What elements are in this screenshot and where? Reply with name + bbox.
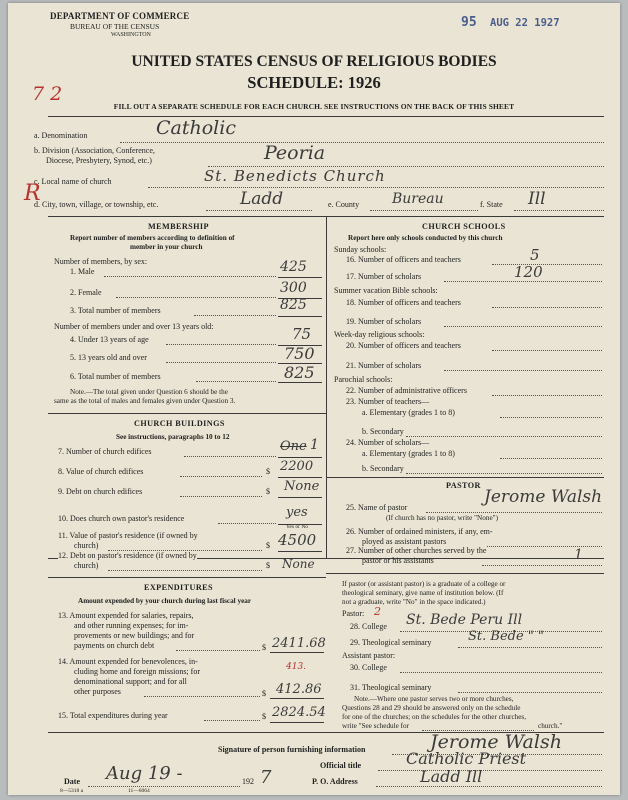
date-label: Date bbox=[64, 777, 80, 786]
q23b-line bbox=[406, 436, 602, 437]
po-address-label: P. O. Address bbox=[312, 777, 358, 786]
q12-line bbox=[108, 570, 262, 571]
q21-label: 21. Number of scholars bbox=[346, 361, 422, 370]
q24-label: 24. Number of scholars— bbox=[346, 438, 430, 447]
q14-value: 412.86 bbox=[276, 682, 322, 697]
q14-note: 413. bbox=[286, 662, 307, 672]
q12-value: None bbox=[282, 557, 315, 571]
q14-label-1: 14. Amount expended for benevolences, in- bbox=[58, 657, 198, 666]
q14-dollar: $ bbox=[262, 689, 266, 698]
schools-heading: CHURCH SCHOOLS bbox=[422, 222, 506, 231]
q5-label: 5. 13 years old and over bbox=[70, 353, 147, 362]
yes-no-hint: Yes or No bbox=[286, 524, 309, 530]
pastor-mark: 2 bbox=[374, 605, 381, 618]
membership-note-2: same as the total of males and females given under Question 3. bbox=[54, 397, 236, 405]
instruction-banner: FILL OUT A SEPARATE SCHEDULE FOR EACH CHURCH. SEE INSTRUCTIONS ON THE BACK OF THIS SHEET bbox=[113, 102, 515, 111]
q16-line bbox=[492, 264, 602, 265]
membership-note-1: Note.—The total given under Question 6 should be the bbox=[70, 388, 228, 396]
q27-value: 1 bbox=[574, 547, 583, 563]
q28-value: St. Bede Peru Ill bbox=[406, 612, 523, 628]
signature-label: Signature of person furnishing information bbox=[218, 745, 366, 754]
q24a-line bbox=[500, 458, 602, 459]
form-code: 8—5318 a bbox=[60, 788, 84, 794]
q29-label: 29. Theological seminary bbox=[350, 638, 432, 647]
q13-box bbox=[270, 652, 324, 653]
q2-value: 300 bbox=[280, 280, 307, 296]
q6-line bbox=[196, 381, 276, 382]
margin-r-mark: R bbox=[24, 181, 41, 206]
q17-value: 120 bbox=[514, 263, 543, 281]
q23a-line bbox=[500, 417, 602, 418]
po-address-value: Ladd Ill bbox=[420, 767, 483, 786]
q23b-label: b. Secondary bbox=[362, 427, 404, 436]
summer-schools-label: Summer vacation Bible schools: bbox=[334, 286, 438, 295]
q23a-label: a. Elementary (grades 1 to 8) bbox=[362, 408, 455, 417]
q2-label: 2. Female bbox=[70, 288, 102, 297]
city-value: Ladd bbox=[240, 189, 284, 209]
q20-line bbox=[492, 350, 602, 351]
schools-sub: Report here only schools conducted by this church bbox=[348, 234, 503, 242]
q11-dollar: $ bbox=[266, 541, 270, 550]
q24a-label: a. Elementary (grades 1 to 8) bbox=[362, 449, 455, 458]
q11-value: 4500 bbox=[278, 531, 317, 549]
graduate-rule bbox=[326, 573, 604, 574]
q25-value: Jerome Walsh bbox=[484, 487, 603, 507]
pastor-heading: PASTOR bbox=[446, 481, 481, 490]
q29-line bbox=[458, 647, 602, 648]
po-address-line bbox=[376, 786, 602, 787]
q29-value: St. Bede " " bbox=[468, 629, 544, 644]
q11-label-1: 11. Value of pastor's residence (if owned by bbox=[58, 531, 198, 540]
q24b-label: b. Secondary bbox=[362, 464, 404, 473]
year-value: 7 bbox=[260, 767, 272, 788]
q2-line bbox=[116, 297, 276, 298]
city-line bbox=[206, 210, 312, 211]
q7-line bbox=[184, 456, 276, 457]
q7-struck-value: One bbox=[280, 439, 307, 454]
q6-value: 825 bbox=[284, 363, 315, 382]
form-code-2: 11—6064 bbox=[128, 788, 150, 794]
washington-label: WASHINGTON bbox=[111, 32, 151, 38]
q30-line bbox=[400, 672, 602, 673]
q26-line bbox=[484, 546, 602, 547]
q1-value: 425 bbox=[280, 259, 307, 275]
membership-sub-2: member in your church bbox=[130, 243, 203, 251]
state-line bbox=[514, 210, 604, 211]
q10-label: 10. Does church own pastor's residence bbox=[58, 514, 185, 523]
q30-label: 30. College bbox=[350, 663, 387, 672]
q13-value: 2411.68 bbox=[272, 636, 326, 651]
church-name-label: c. Local name of church bbox=[34, 177, 112, 186]
q13-line bbox=[176, 650, 260, 651]
schedule-title: SCHEDULE: 1926 bbox=[247, 73, 381, 92]
q4-line bbox=[166, 344, 276, 345]
pastor-note-4a: write "See schedule for bbox=[342, 722, 409, 730]
membership-sub-1: Report number of members according to definition of bbox=[70, 234, 235, 242]
q15-dollar: $ bbox=[262, 712, 266, 721]
county-line bbox=[370, 210, 478, 211]
q27-line bbox=[482, 565, 602, 566]
q25-label: 25. Name of pastor bbox=[346, 503, 408, 512]
buildings-sub: See instructions, paragraphs 10 to 12 bbox=[116, 433, 230, 441]
q18-label: 18. Number of officers and teachers bbox=[346, 298, 461, 307]
denomination-line bbox=[120, 142, 604, 143]
q17-label: 17. Number of scholars bbox=[346, 272, 422, 281]
expenditures-sub: Amount expended by your church during last fiscal year bbox=[78, 597, 252, 605]
pastor-rule bbox=[326, 477, 604, 478]
date-value: Aug 19 - bbox=[106, 763, 183, 784]
q19-line bbox=[444, 326, 602, 327]
q12-label-2: church) bbox=[74, 561, 99, 570]
q5-line bbox=[166, 362, 276, 363]
pastor-note-4b: church." bbox=[538, 722, 563, 730]
q21-line bbox=[444, 370, 602, 371]
q9-value: None bbox=[284, 479, 320, 494]
q26-label-2: ployed as assistant pastors bbox=[362, 537, 447, 546]
city-label: d. City, town, village, or township, etc. bbox=[34, 200, 159, 209]
form-title: UNITED STATES CENSUS OF RELIGIOUS BODIES bbox=[131, 53, 497, 70]
expenditures-heading: EXPENDITURES bbox=[144, 583, 213, 592]
county-label: e. County bbox=[328, 200, 360, 209]
state-label: f. State bbox=[480, 200, 503, 209]
q14-box bbox=[270, 698, 324, 699]
q10-line bbox=[218, 523, 276, 524]
q25-line bbox=[426, 512, 602, 513]
q27-label-1: 27. Number of other churches served by the bbox=[346, 546, 487, 555]
pastor-note-2: Questions 28 and 29 should be answered only on the schedule bbox=[342, 704, 521, 712]
header-rule bbox=[48, 116, 604, 117]
q9-label: 9. Debt on church edifices bbox=[58, 487, 143, 496]
members-by-sex-label: Number of members, by sex: bbox=[54, 257, 148, 266]
q15-box bbox=[270, 722, 324, 723]
q15-line bbox=[204, 720, 260, 721]
graduate-instr-2: theological seminary, give name of institution below. (If bbox=[342, 589, 504, 597]
q16-label: 16. Number of officers and teachers bbox=[346, 255, 461, 264]
q25-hint: (If church has no pastor, write "None") bbox=[386, 514, 498, 522]
division-value: Peoria bbox=[264, 142, 326, 164]
signature-value: Jerome Walsh bbox=[430, 731, 562, 753]
division-label-1: b. Division (Association, Conference, bbox=[34, 146, 155, 155]
q23-label: 23. Number of teachers— bbox=[346, 397, 430, 406]
parochial-schools-label: Parochial schools: bbox=[334, 375, 393, 384]
q19-label: 19. Number of scholars bbox=[346, 317, 422, 326]
q27-label-2: pastor or his assistants bbox=[362, 556, 434, 565]
q28-label: 28. College bbox=[350, 622, 387, 631]
q1-label: 1. Male bbox=[70, 267, 95, 276]
q4-value: 75 bbox=[292, 325, 312, 343]
graduate-instr-3: not a graduate, write "No" in the space indicated.) bbox=[342, 598, 486, 606]
church-name-line bbox=[148, 187, 604, 188]
q3-label: 3. Total number of members bbox=[70, 306, 161, 315]
division-label-2: Diocese, Presbytery, Synod, etc.) bbox=[46, 156, 152, 165]
q13-label-3: provements or new buildings; and for bbox=[74, 631, 195, 640]
q31-line bbox=[458, 692, 602, 693]
q15-label: 15. Total expenditures during year bbox=[58, 711, 168, 720]
received-stamp-number: 95 bbox=[461, 15, 477, 30]
denomination-label: a. Denomination bbox=[34, 131, 88, 140]
q14-label-2: cluding home and foreign missions; for bbox=[74, 667, 200, 676]
buildings-heading: CHURCH BUILDINGS bbox=[134, 419, 225, 428]
pastor-note-3: for one of the churches; on the schedules for the other churches, bbox=[342, 713, 527, 721]
q18-line bbox=[492, 307, 602, 308]
q24b-line bbox=[406, 473, 602, 474]
q20-label: 20. Number of officers and teachers bbox=[346, 341, 461, 350]
q22-label: 22. Number of administrative officers bbox=[346, 386, 467, 395]
q13-label-2: and other running expenses; for im- bbox=[74, 621, 189, 630]
q8-line bbox=[180, 476, 262, 477]
denomination-value: Catholic bbox=[156, 117, 236, 139]
q9-dollar: $ bbox=[266, 487, 270, 496]
pastor-note-1: Note.—Where one pastor serves two or more churches, bbox=[354, 695, 514, 703]
census-schedule-sheet bbox=[8, 3, 620, 795]
weekday-schools-label: Week-day religious schools: bbox=[334, 330, 425, 339]
q13-dollar: $ bbox=[262, 643, 266, 652]
official-title-line bbox=[378, 770, 602, 771]
bureau-label: BUREAU OF THE CENSUS bbox=[70, 22, 160, 31]
department-label: DEPARTMENT OF COMMERCE bbox=[50, 11, 190, 21]
sunday-schools-label: Sunday schools: bbox=[334, 245, 387, 254]
q15-value: 2824.54 bbox=[272, 705, 326, 720]
date-line bbox=[88, 786, 240, 787]
q14-label-3: denominational support; and for all bbox=[74, 677, 187, 686]
q4-label: 4. Under 13 years of age bbox=[70, 335, 149, 344]
q16-value: 5 bbox=[530, 246, 540, 264]
q17-line bbox=[444, 281, 602, 282]
q12-dollar: $ bbox=[266, 561, 270, 570]
q6-label: 6. Total number of members bbox=[70, 372, 161, 381]
pastor-sub-label: Pastor: bbox=[342, 609, 365, 618]
q7-label: 7. Number of church edifices bbox=[58, 447, 152, 456]
q3-value: 825 bbox=[280, 297, 307, 313]
q13-label-1: 13. Amount expended for salaries, repairs, bbox=[58, 611, 194, 620]
official-title-label: Official title bbox=[320, 761, 362, 770]
state-value: Ill bbox=[528, 189, 546, 209]
q11-label-2: church) bbox=[74, 541, 99, 550]
q12-label-1: 12. Debt on pastor's residence (if owned by bbox=[58, 551, 197, 560]
q22-line bbox=[492, 395, 602, 396]
q10-value: yes bbox=[286, 505, 308, 520]
expenditures-rule bbox=[48, 577, 326, 578]
q7-value: 1 bbox=[310, 437, 319, 453]
q14-label-4: other purposes bbox=[74, 687, 121, 696]
q3-line bbox=[194, 315, 276, 316]
column-divider bbox=[326, 216, 327, 558]
case-number: 7 2 bbox=[32, 83, 63, 105]
county-value: Bureau bbox=[392, 191, 444, 207]
q13-label-4: payments on church debt bbox=[74, 641, 155, 650]
year-prefix: 192 bbox=[242, 777, 254, 786]
buildings-rule bbox=[48, 413, 326, 414]
q9-line bbox=[180, 496, 262, 497]
q8-dollar: $ bbox=[266, 467, 270, 476]
membership-heading: MEMBERSHIP bbox=[148, 222, 209, 231]
official-title-value: Catholic Priest bbox=[406, 749, 527, 768]
q1-line bbox=[104, 276, 276, 277]
q26-label-1: 26. Number of ordained ministers, if any, em- bbox=[346, 527, 493, 536]
q8-value: 2200 bbox=[280, 459, 314, 474]
q14-line bbox=[144, 696, 260, 697]
received-stamp-date: AUG 22 1927 bbox=[490, 17, 560, 29]
q5-value: 750 bbox=[284, 344, 315, 363]
members-by-age-label: Number of members under and over 13 years old: bbox=[54, 322, 214, 331]
q31-label: 31. Theological seminary bbox=[350, 683, 432, 692]
church-name-value: St. Benedicts Church bbox=[204, 167, 386, 185]
graduate-instr-1: If pastor (or assistant pastor) is a graduate of a college or bbox=[342, 580, 506, 588]
asst-pastor-label: Assistant pastor: bbox=[342, 651, 396, 660]
q8-label: 8. Value of church edifices bbox=[58, 467, 144, 476]
